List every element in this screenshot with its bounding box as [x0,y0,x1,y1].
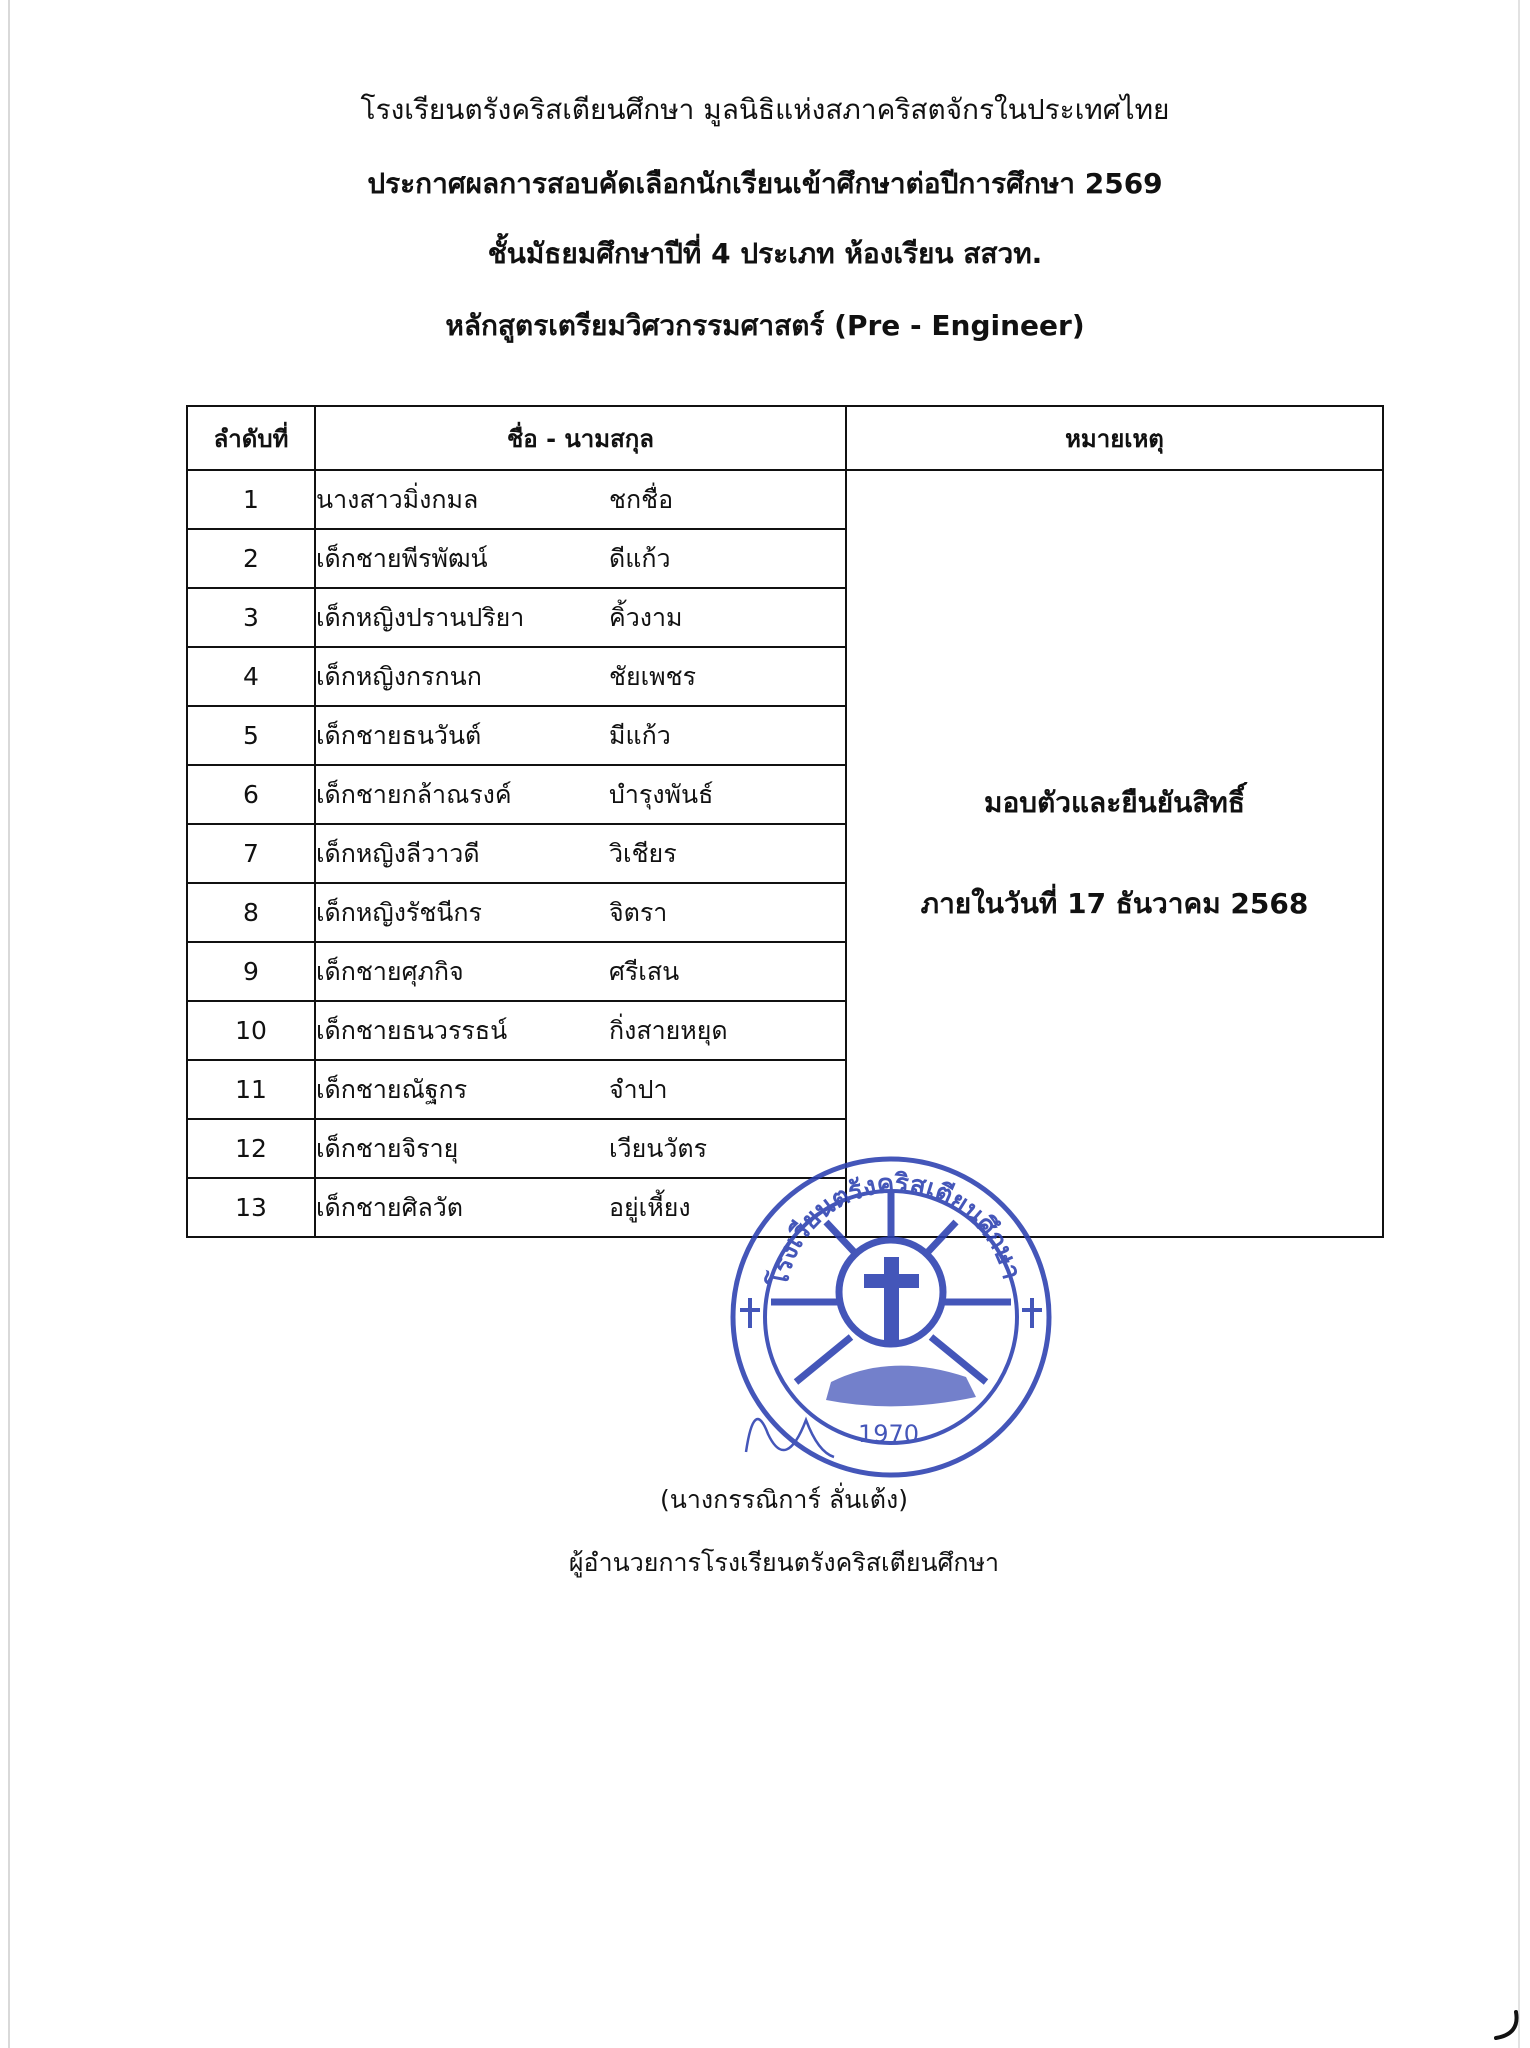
student-last-name: กิ่งสายหยุด [609,1015,728,1045]
row-number: 5 [187,706,315,765]
student-last-name: มีแก้ว [609,720,671,750]
student-last-name: ชัยเพชร [609,661,697,691]
student-last-name: ดีแก้ว [609,543,671,573]
student-first-name: นางสาวมิ่งกมล [316,484,479,514]
student-first-name: เด็กหญิงปรานปริยา [316,602,525,632]
stamp-year: 1970 [858,1420,920,1448]
stamp-ship-icon [826,1366,976,1407]
table-row [187,470,1383,529]
row-number: 8 [187,883,315,942]
grade-line: ชั้นมัธยมศึกษาปีที่ 4 ประเภท ห้องเรียน สสวท. [487,237,1043,270]
student-first-name: เด็กชายศุภกิจ [316,956,464,986]
student-last-name: อยู่เหี้ยง [609,1192,691,1222]
remark-report-confirm: มอบตัวและยืนยันสิทธิ์ [984,786,1245,820]
row-number: 4 [187,647,315,706]
student-last-name: คิ้วงาม [609,602,683,632]
row-number: 12 [187,1119,315,1178]
column-header-name: ชื่อ - นามสกุล [315,406,846,470]
student-first-name: เด็กชายกล้าณรงค์ [316,779,512,809]
row-number: 2 [187,529,315,588]
row-number: 3 [187,588,315,647]
student-name-cell [315,942,846,1001]
program-line: หลักสูตรเตรียมวิศวกรรมศาสตร์ (Pre - Engineer) [445,309,1085,342]
student-last-name: ศรีเสน [609,956,680,986]
student-first-name: เด็กหญิงลีวาวดี [316,838,480,868]
row-number: 6 [187,765,315,824]
student-last-name: วิเชียร [609,838,677,868]
signatory-title: ผู้อำนวยการโรงเรียนตรังคริสเตียนศึกษา [568,1548,1000,1577]
stamp-text: โรงเรียนตรังคริสเตียนศึกษา [764,1168,1027,1290]
student-name-cell [315,883,846,942]
student-name-cell [315,647,846,706]
column-header-no: ลำดับที่ [187,406,315,470]
student-name-cell [315,588,846,647]
row-number: 10 [187,1001,315,1060]
student-first-name: เด็กชายศิลวัต [316,1192,464,1222]
student-first-name: เด็กชายธนวรรธน์ [316,1015,508,1045]
remark-deadline: ภายในวันที่ 17 ธันวาคม 2568 [920,886,1309,920]
student-name-cell [315,470,846,529]
remarks-cell [846,470,1383,1237]
row-number: 13 [187,1178,315,1237]
student-last-name: จิตรา [609,897,668,927]
table-header-row [187,406,1383,470]
student-last-name: ชกชื่อ [609,484,674,514]
school-stamp [726,1152,1056,1482]
row-number: 1 [187,470,315,529]
table-body [187,470,1383,1237]
student-first-name: เด็กชายณัฐกร [316,1074,468,1104]
student-name-cell [315,1060,846,1119]
student-name-cell [315,824,846,883]
student-first-name: เด็กชายจิรายุ [316,1133,459,1163]
announcement-title: ประกาศผลการสอบคัดเลือกนักเรียนเข้าศึกษาต่อปีการศึกษา 2569 [367,167,1163,200]
school-name-line: โรงเรียนตรังคริสเตียนศึกษา มูลนิธิแห่งสภาคริสตจักรในประเทศไทย [360,93,1170,126]
student-first-name: เด็กชายธนวันต์ [316,720,482,750]
column-header-note: หมายเหตุ [846,406,1383,470]
student-name-cell [315,706,846,765]
results-table [186,405,1384,1238]
student-first-name: เด็กหญิงรัชนีกร [316,897,482,927]
student-name-cell [315,1001,846,1060]
stamp-cross-icon [864,1257,919,1342]
row-number: 7 [187,824,315,883]
student-last-name: บำรุงพันธ์ [609,779,714,809]
page-curl-icon [1490,2008,1524,2042]
signatory-name: (นางกรรณิการ์ ลั่นเต้ง) [660,1485,908,1514]
student-name-cell [315,529,846,588]
student-first-name: เด็กหญิงกรกนก [316,661,482,691]
student-last-name: เวียนวัตร [609,1133,708,1163]
student-first-name: เด็กชายพีรพัฒน์ [316,543,488,573]
student-name-cell [315,765,846,824]
row-number: 9 [187,942,315,1001]
row-number: 11 [187,1060,315,1119]
student-last-name: จำปา [609,1074,668,1104]
